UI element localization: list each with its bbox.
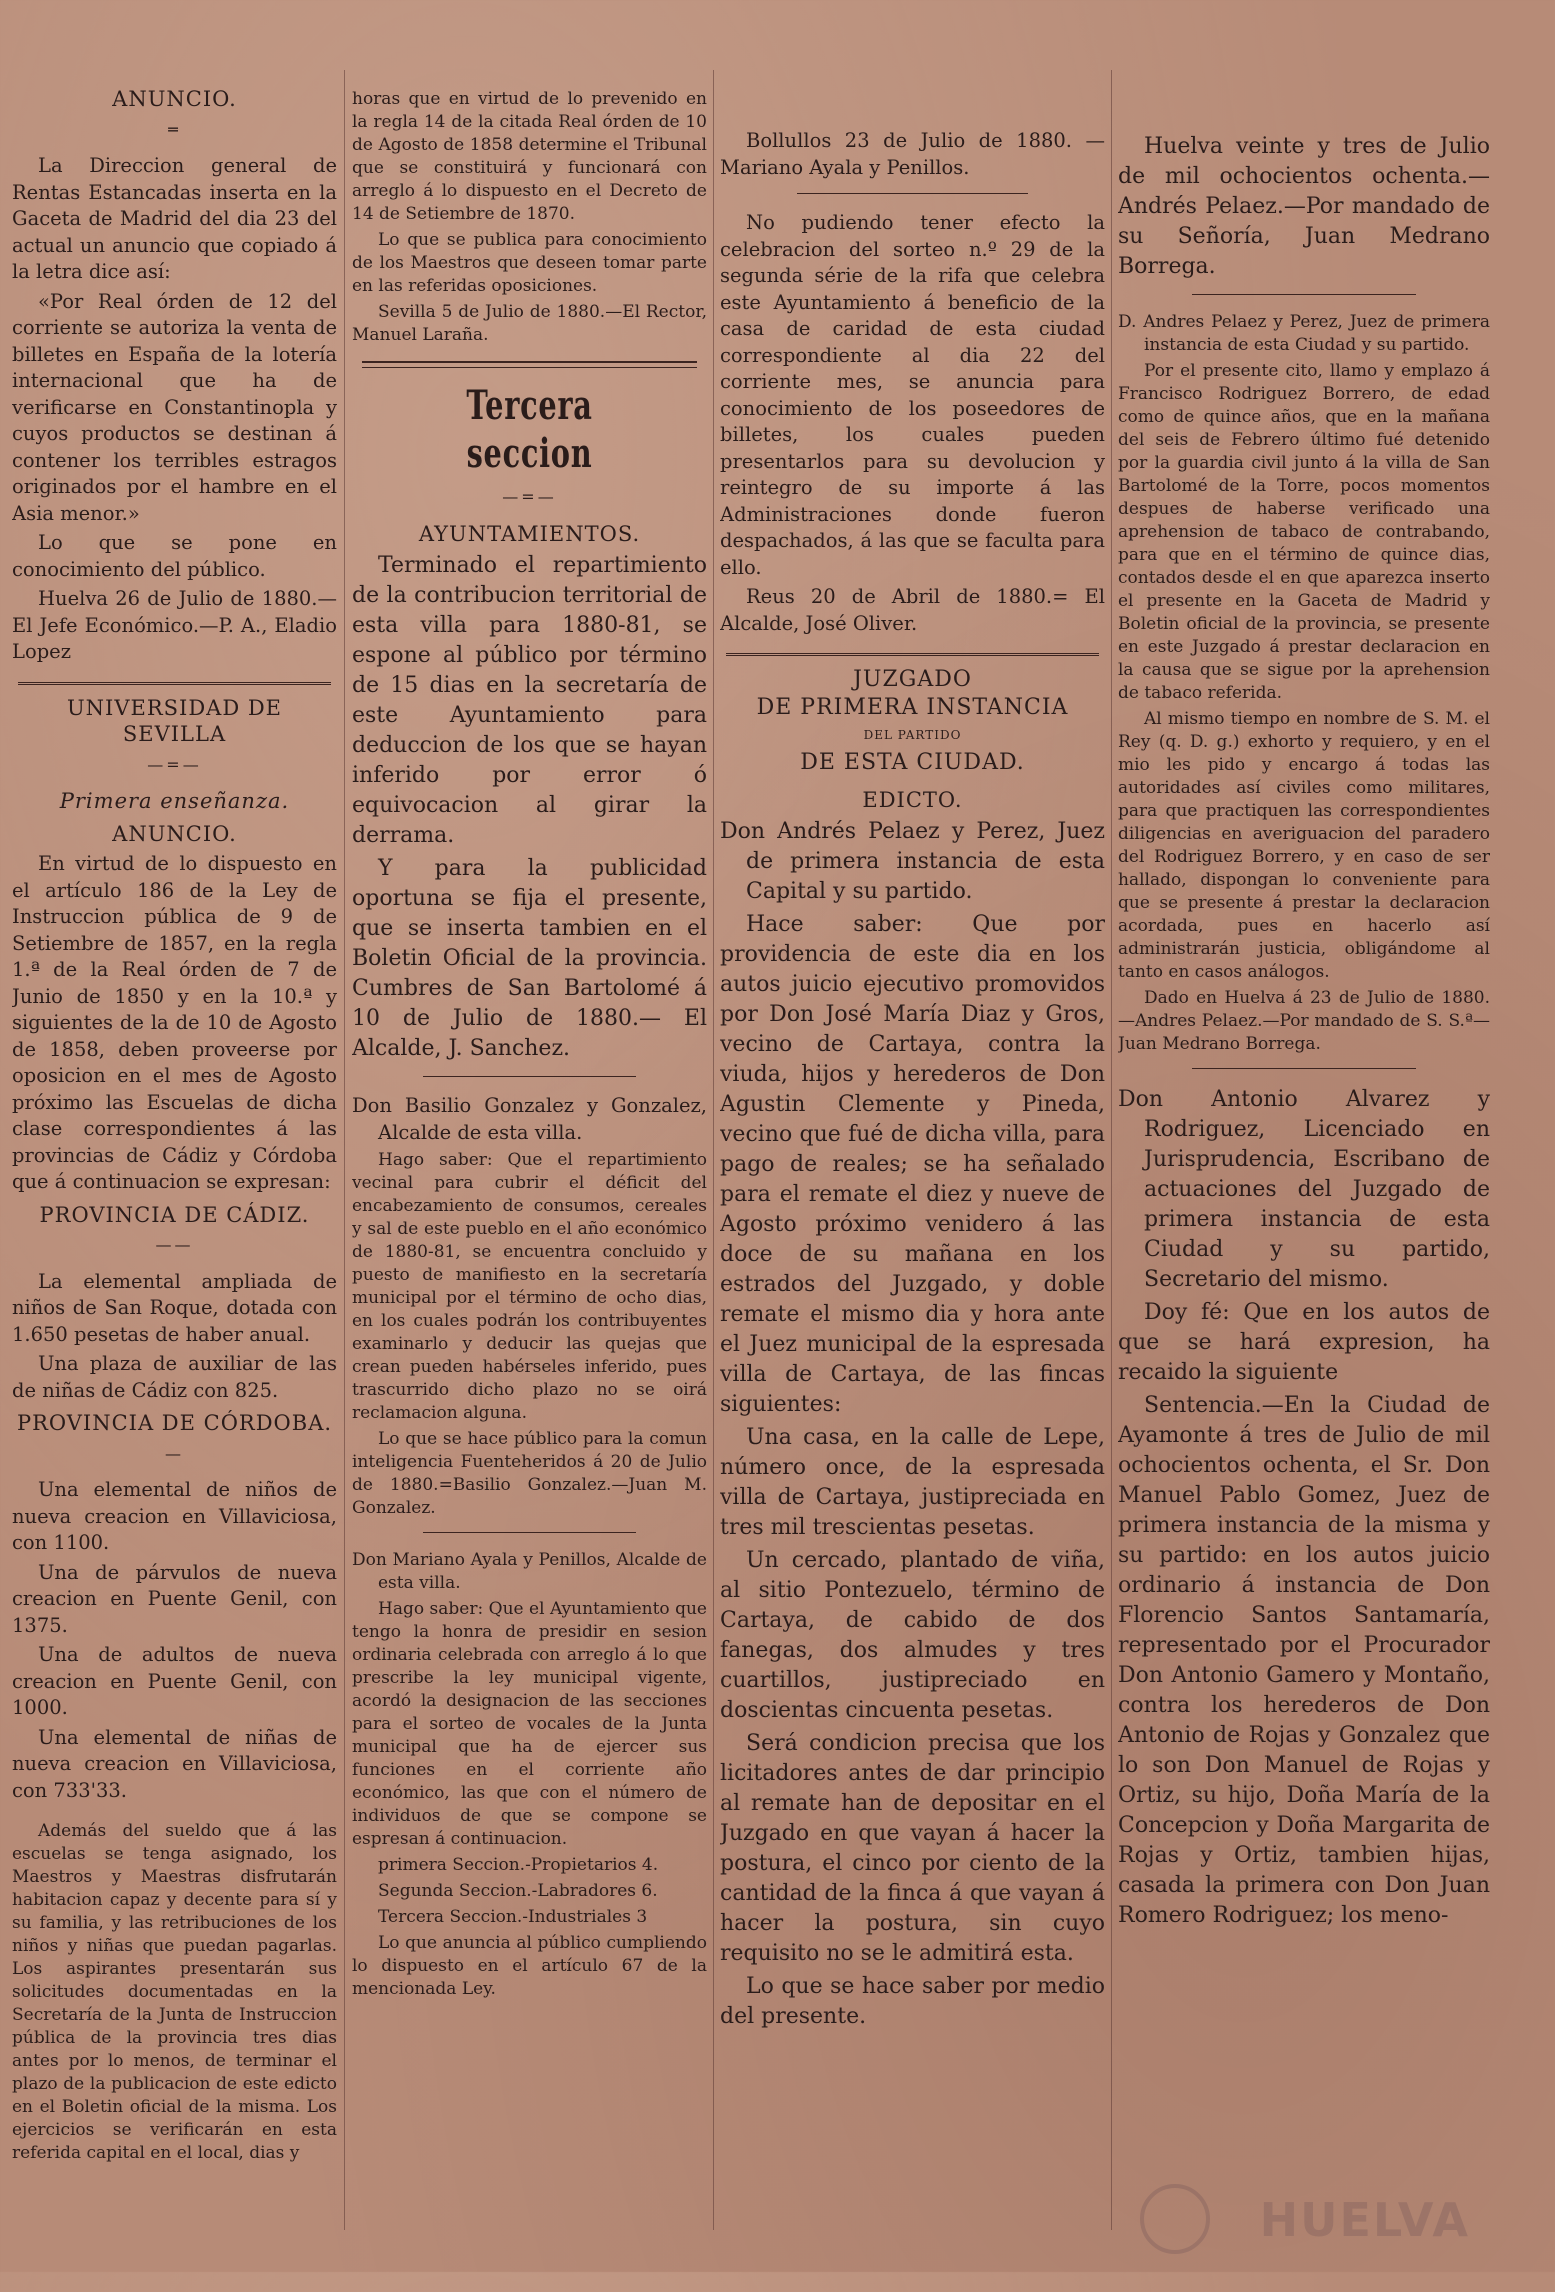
- paragraph: Una de adultos de nueva creacion en Puente Genil, con 1000.: [12, 1643, 337, 1719]
- anuncio-heading: ANUNCIO.: [112, 87, 237, 111]
- column-divider: [713, 70, 714, 2230]
- paragraph: No pudiendo tener efecto la celebracion del sorteo n.º 29 de la segunda série de la rifa que celebra este Ayuntamiento á beneficio de la casa de caridad de esta ciudad correspondiente al dia 22 del corriente mes, se anuncia para conocimiento de los poseedores de billetes, los cuales pueden presentarlos para su devolucion y reintegro de su importe á las Administraciones donde fueron despachados, á las que se faculta para ello.: [720, 211, 1105, 579]
- separator: ——: [155, 1235, 194, 1254]
- signature: Dado en Huelva á 23 de Julio de 1880.—Andres Pelaez.—Por mandado de S. S.ª—Juan Medrano Borrega.: [1118, 988, 1490, 1054]
- separator-rule: [1192, 1068, 1415, 1069]
- section-rule: [362, 361, 697, 363]
- paragraph: Una elemental de niños de nueva creacion en Villaviciosa, con 1100.: [12, 1478, 337, 1554]
- paragraph: Y para la publicidad oportuna se fija el presente, que se inserta tambien en el Boletin Oficial de la provincia. Cumbres de San Bartolomé á 10 de Julio de 1880.— El Alcalde, J. Sanchez.: [352, 856, 707, 1061]
- universidad-heading: UNIVERSIDAD DE SEVILLA: [66, 695, 283, 746]
- paragraph: Además del sueldo que á las escuelas se tenga asignado, los Maestros y Maestras disfrutarán habitacion capaz y decente para sí y su familia, y las retribuciones de los niños y niñas que puedan pagarlas. Los aspirantes presentarán sus solicitudes documentadas en la Secretaría de la Junta de Instruccion pública de la provincia tres dias antes por lo menos, de terminar el plazo de la publicacion de este edicto en el Boletin oficial de la misma. Los ejercicios se verificarán en esta referida capital en el local, dias y: [12, 1821, 337, 2163]
- column-3: [720, 128, 1105, 2248]
- signature: Huelva 26 de Julio de 1880.— El Jefe Económico.—P. A., Eladio Lopez: [12, 587, 337, 663]
- paragraph: Una casa, en la calle de Lepe, número once, de la espresada villa de Cartaya, justipreciada en tres mil trescientas pesetas.: [720, 1425, 1105, 1540]
- paragraph: Lo que se pone en conocimiento del público.: [12, 531, 337, 581]
- column-2: [352, 88, 707, 2268]
- separator: —=—: [502, 487, 557, 506]
- separator: —=—: [147, 754, 202, 774]
- separator: —: [165, 1443, 184, 1463]
- column-divider: [344, 70, 345, 2230]
- primera-ensenanza-heading: Primera enseñanza.: [59, 789, 290, 813]
- paragraph: Será condicion precisa que los licitadores antes de dar principio al remate han de depositar en el Juzgado en que vayan á hacer la postura, el cinco por ciento de la cantidad de la finca á que vayan á hacer la postura, sin cuyo requisito no se le admitirá esta.: [720, 1731, 1105, 1966]
- section-title: Tercera seccion: [466, 382, 593, 477]
- section-rule: [18, 682, 331, 685]
- paragraph: Hace saber: Que por providencia de este dia en los autos juicio ejecutivo promovidos por Don José María Diaz y Gros, vecino de Cartaya, contra la viuda, hijos y herederos de Don Agustin Clemente y Pineda, vecino que fué de dicha villa, para pago de reales; se ha señalado para el remate el diez y nueve de Agosto próximo venidero á las doce de su mañana en los estrados del Juzgado, y doble remate el mismo dia y hora ante el Juez municipal de la espresada villa de Cartaya, de las fincas siguientes:: [720, 912, 1105, 1417]
- paragraph: Lo que se hace público para la comun inteligencia Fuenteheridos á 20 de Julio de 1880.=Basilio Gonzalez.—Juan M. Gonzalez.: [352, 1429, 707, 1518]
- paragraph: Una elemental de niñas de nueva creacion en Villaviciosa, con 733'33.: [12, 1725, 337, 1802]
- paragraph: Por el presente cito, llamo y emplazo á Francisco Rodriguez Borrero, de edad como de quince años, que en la mañana del seis de Febrero último fué detenido por la guardia civil junto á la villa de San Bartolomé de la Torre, pocos momentos despues de haberse verificado una aprehension de tabaco de contrabando, para que en el término de quince dias, contados desde el en que aparezca inserto el presente en la Gaceta de Madrid y Boletin oficial de la provincia, se presente en este Juzgado á prestar declaracion en la causa que se sigue por la aprehension de tabaco referida.: [1118, 361, 1490, 703]
- separator-rule: [797, 193, 1028, 194]
- paragraph: Don Antonio Alvarez y Rodriguez, Licenciado en Jurisprudencia, Escribano de actuaciones del Juzgado de primera instancia de esta Ciudad y su partido, Secretario del mismo.: [1118, 1087, 1490, 1292]
- paragraph: Al mismo tiempo en nombre de S. M. el Rey (q. D. g.) exhorto y requiero, y en el mio les pido y encargo á todas las autoridades así civiles como militares, para que practiquen las correspondientes diligencias en averiguacion del paradero del Rodriguez Borrero, y en caso de ser hallado, dispongan lo conveniente para que se presente á prestar la declaracion acordada, pues en hacerlo así administrarán justicia, obligándome al tanto en casos análogos.: [1118, 709, 1490, 982]
- list-item: Segunda Seccion.-Labradores 6.: [378, 1881, 658, 1901]
- paragraph: Lo que se publica para conocimiento de los Maestros que deseen tomar parte en las referidas oposiciones.: [352, 230, 707, 296]
- paragraph: Hago saber: Que el Ayuntamiento que tengo la honra de presidir en sesion ordinaria celebrada con arreglo á lo que prescribe la ley municipal vigente, acordó la designacion de las secciones para el sorteo de vocales de la Junta municipal que ha de ejercer sus funciones en el corriente año económico, las que con el número de individuos de que se compone se espresan á continuacion.: [352, 1599, 707, 1849]
- paragraph: «Por Real órden de 12 del corriente se autoriza la venta de billetes en España de la lotería internacional que ha de verificarse en Constantinopla y cuyos productos se destinan á contener los terribles estragos originados por el hambre en el Asia menor.»: [12, 289, 337, 525]
- paragraph: Sentencia.—En la Ciudad de Ayamonte á tres de Julio de mil ochocientos ochenta, el Sr. Don Manuel Pablo Gomez, Juez de primera instancia de la misma y su partido: en los autos juicio ordinario á instancia de Don Florencio Santos Santamaría, representado por el Procurador Don Antonio Gamero y Montaño, contra los herederos de Don Antonio de Rojas y Gonzalez que lo son Don Manuel de Rojas y Ortiz, su hijo, Doña María de la Concepcion y Doña Margarita de Rojas y Ortiz, tambien hijas, casada la primera con Don Juan Romero Rodriguez; los meno-: [1118, 1393, 1490, 1928]
- juzgado-heading: DE PRIMERA INSTANCIA: [756, 695, 1069, 720]
- separator-rule: [423, 1076, 636, 1077]
- separator-rule: [423, 1532, 636, 1533]
- paragraph: Doy fé: Que en los autos de que se hará expresion, ha recaido la siguiente: [1118, 1300, 1490, 1385]
- column-divider: [1111, 70, 1112, 2230]
- edicto-heading: EDICTO.: [862, 787, 963, 812]
- paragraph: Don Basilio Gonzalez y Gonzalez, Alcalde de esta villa.: [352, 1094, 707, 1144]
- signature: Bollullos 23 de Julio de 1880. —Mariano Ayala y Penillos.: [720, 129, 1105, 179]
- juzgado-heading: JUZGADO: [853, 667, 972, 692]
- watermark-seal-icon: [1140, 2184, 1210, 2254]
- separator-rule: [1192, 294, 1415, 295]
- paragraph: Hago saber: Que el repartimiento vecinal para cubrir el déficit del encabezamiento de consumos, cereales y sal de este pueblo en el año económico de 1880-81, se encuentra concluido y puesto de manifiesto en la secretaría municipal por el término de ocho dias, en los cuales podrán los contribuyentes examinarlo y deducir las quejas que crean pueden habérseles inferido, pues trascurrido dicho plazo no se oirá reclamacion alguna.: [352, 1150, 707, 1423]
- paragraph: La elemental ampliada de niños de San Roque, dotada con 1.650 pesetas de haber anual.: [12, 1269, 337, 1346]
- column-4: [1118, 132, 1490, 2292]
- paragraph: Don Andrés Pelaez y Perez, Juez de primera instancia de esta Capital y su partido.: [720, 819, 1105, 904]
- signature: Sevilla 5 de Julio de 1880.—El Rector, Manuel Laraña.: [352, 302, 707, 345]
- paragraph: Una de párvulos de nueva creacion en Puente Genil, con 1375.: [12, 1560, 337, 1637]
- section-rule: [362, 367, 697, 368]
- paragraph: horas que en virtud de lo prevenido en la regla 14 de la citada Real órden de 10 de Agosto de 1858 determine el Tribunal que se constituirá y funcionará con arreglo á lo dispuesto en el Decreto de 14 de Setiembre de 1870.: [352, 89, 707, 224]
- ayuntamientos-heading: AYUNTAMIENTOS.: [418, 521, 641, 546]
- watermark: HUELVA: [1259, 2193, 1470, 2247]
- cadiz-heading: PROVINCIA DE CÁDIZ.: [39, 1202, 310, 1227]
- paragraph: En virtud de lo dispuesto en el artículo 186 de la Ley de Instruccion pública de 9 de Setiembre de 1857, en la regla 1.ª de la Real órden de 7 de Junio de 1850 y en la 10.ª y siguientes de la de 10 de Agosto de 1858, deben proveerse por oposicion en el mes de Agosto próximo las Escuelas de dicha clase correspondientes á las provincias de Cádiz y Córdoba que á continuacion se expresan:: [12, 852, 337, 1193]
- paragraph: Un cercado, plantado de viña, al sitio Pontezuelo, término de Cartaya, de cabido de dos fanegas, dos almudes y tres cuartillos, justipreciado en doscientas cincuenta pesetas.: [720, 1548, 1105, 1723]
- paragraph: Don Mariano Ayala y Penillos, Alcalde de esta villa.: [352, 1550, 707, 1593]
- paragraph: La Direccion general de Rentas Estancadas inserta en la Gaceta de Madrid del dia 23 del actual un anuncio que copiado á la letra dice así:: [12, 154, 337, 283]
- signature: Reus 20 de Abril de 1880.= El Alcalde, José Oliver.: [720, 585, 1105, 635]
- juzgado-heading: DE ESTA CIUDAD.: [800, 749, 1025, 775]
- column-1: [12, 80, 337, 2260]
- paragraph: Terminado el repartimiento de la contribucion territorial de esta villa para 1880-81, se espone al público por término de 15 dias en la secretaría de este Ayuntamiento para deduccion de los que se hayan inferido por error ó equivocacion al girar la derrama.: [352, 553, 707, 848]
- anuncio-heading: ANUNCIO.: [112, 821, 237, 846]
- section-rule: [726, 653, 1099, 656]
- list-item: primera Seccion.-Propietarios 4.: [378, 1855, 659, 1875]
- separator: ═: [168, 119, 181, 139]
- del-partido-label: DEL PARTIDO: [863, 728, 962, 742]
- list-item: Tercera Seccion.-Industriales 3: [378, 1907, 648, 1927]
- paragraph: Huelva veinte y tres de Julio de mil ochocientos ochenta.—Andrés Pelaez.—Por mandado de su Señoría, Juan Medrano Borrega.: [1118, 134, 1490, 279]
- paragraph: Lo que anuncia al público cumpliendo lo dispuesto en el artículo 67 de la mencionada Ley.: [352, 1933, 707, 1999]
- cordoba-heading: PROVINCIA DE CÓRDOBA.: [16, 1411, 333, 1435]
- paragraph: Una plaza de auxiliar de las de niñas de Cádiz con 825.: [12, 1352, 337, 1402]
- paragraph: D. Andres Pelaez y Perez, Juez de primera instancia de esta Ciudad y su partido.: [1118, 312, 1490, 355]
- paragraph: Lo que se hace saber por medio del presente.: [720, 1974, 1105, 2029]
